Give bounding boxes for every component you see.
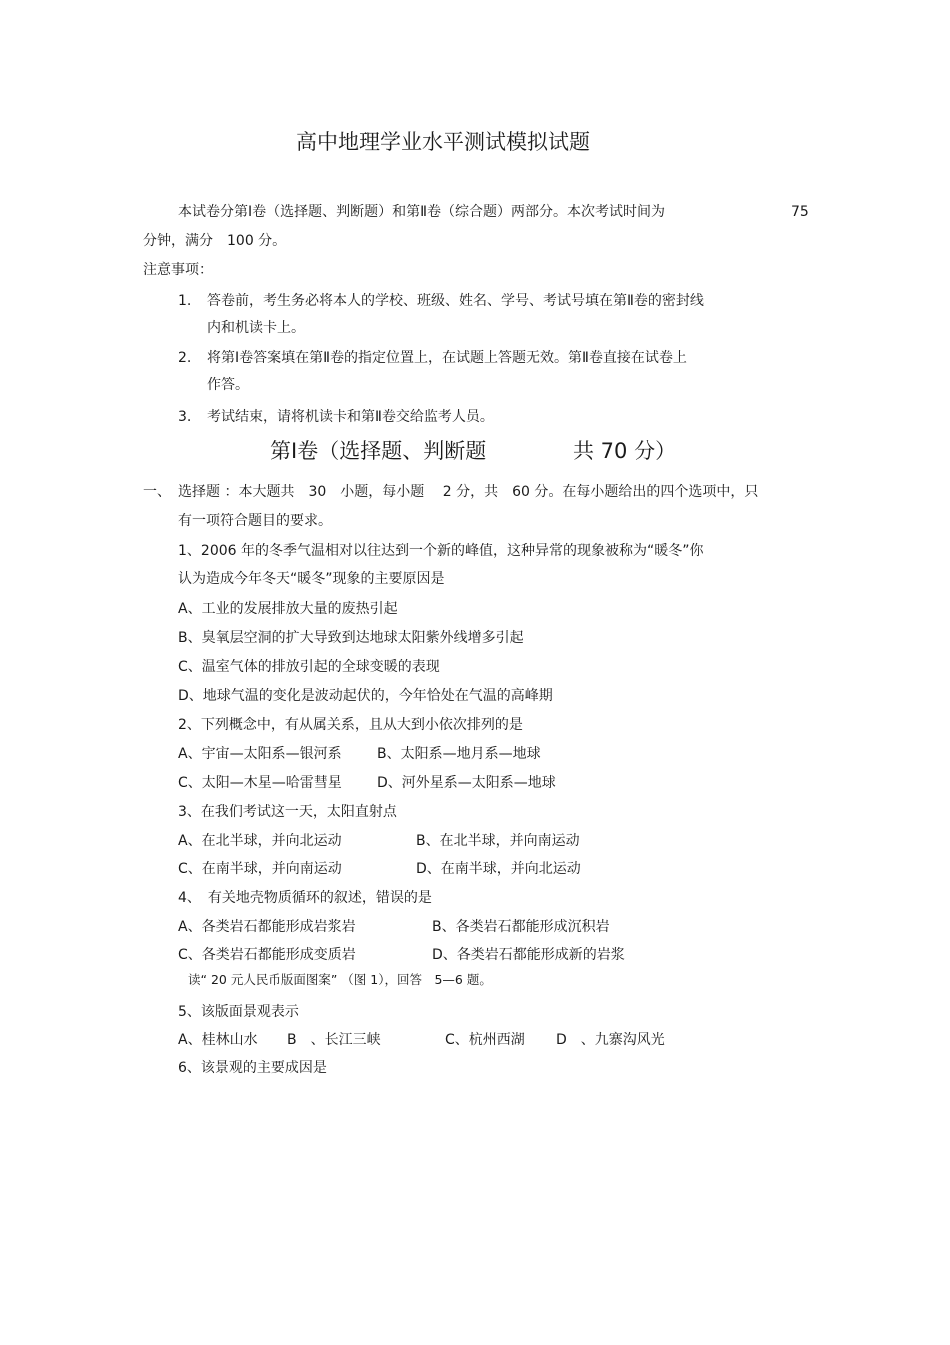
q2-option-a: A、宇宙—太阳系—银河系: [178, 746, 342, 762]
intro-line-2: 分钟，满分 100 分。: [143, 233, 287, 249]
part-1-line-2: 有一项符合题目的要求。: [178, 513, 332, 529]
q1-stem-line-1: 1、2006 年的冬季气温相对以往达到一个新的峰值，这种异常的现象被称为“暖冬”你: [178, 543, 704, 559]
q5-option-c: C、杭州西湖: [445, 1032, 525, 1048]
section-1-score: 共 70 分）: [573, 439, 677, 463]
part-1-line-1: 选择题 ：本大题共 30 小题，每小题 2 分，共 60 分。在每小题给出的四个选项中，只: [178, 484, 759, 500]
q1-option-c: C、温室气体的排放引起的全球变暖的表现: [178, 659, 440, 675]
q4-option-d: D、各类岩石都能形成新的岩浆: [432, 947, 625, 963]
note-2-line-1: 将第Ⅰ卷答案填在第Ⅱ卷的指定位置上，在试题上答题无效。第Ⅱ卷直接在试卷上: [207, 350, 687, 366]
part-1-number: 一、: [143, 484, 171, 500]
q1-option-a: A、工业的发展排放大量的废热引起: [178, 601, 398, 617]
note-2-number: 2.: [178, 350, 192, 366]
q2-option-b: B、太阳系—地月系—地球: [377, 746, 541, 762]
q2-option-c: C、太阳—木星—哈雷彗星: [178, 775, 342, 791]
q5-option-b: B 、长江三峡: [287, 1032, 381, 1048]
q5-option-d: D 、九寨沟风光: [556, 1032, 665, 1048]
note-3-line-1: 考试结束，请将机读卡和第Ⅱ卷交给监考人员。: [207, 409, 494, 425]
q4-stem: 4、 有关地壳物质循环的叙述，错误的是: [178, 890, 432, 906]
intro-line-1: 本试卷分第Ⅰ卷（选择题、判断题）和第Ⅱ卷（综合题）两部分。本次考试时间为: [178, 204, 666, 220]
q3-option-d: D、在南半球，并向北运动: [416, 861, 581, 877]
q2-option-d: D、河外星系—太阳系—地球: [377, 775, 556, 791]
note-1-line-1: 答卷前，考生务必将本人的学校、班级、姓名、学号、考试号填在第Ⅱ卷的密封线: [207, 293, 704, 309]
q3-option-c: C、在南半球，并向南运动: [178, 861, 342, 877]
page-title: 高中地理学业水平测试模拟试题: [296, 130, 590, 154]
q1-option-d: D、地球气温的变化是波动起伏的，今年恰处在气温的高峰期: [178, 688, 553, 704]
q1-option-b: B、臭氧层空洞的扩大导致到达地球太阳紫外线增多引起: [178, 630, 524, 646]
q5-option-a: A、桂林山水: [178, 1032, 258, 1048]
reading-instruction: 读“ 20 元人民币版面图案” （图 1），回答 5—6 题。: [188, 972, 492, 987]
q1-stem-line-2: 认为造成今年冬天“暖冬”现象的主要原因是: [178, 571, 445, 587]
notes-heading: 注意事项：: [143, 262, 213, 278]
q4-option-a: A、各类岩石都能形成岩浆岩: [178, 919, 356, 935]
note-3-number: 3.: [178, 409, 192, 425]
q3-stem: 3、在我们考试这一天，太阳直射点: [178, 804, 397, 820]
q5-stem: 5、该版面景观表示: [178, 1004, 299, 1020]
note-2-line-2: 作答。: [207, 377, 249, 393]
q3-option-a: A、在北半球，并向北运动: [178, 833, 342, 849]
q4-option-b: B、各类岩石都能形成沉积岩: [432, 919, 610, 935]
q3-option-b: B、在北半球，并向南运动: [416, 833, 580, 849]
intro-minutes: 75: [791, 204, 809, 220]
q4-option-c: C、各类岩石都能形成变质岩: [178, 947, 356, 963]
q2-stem: 2、下列概念中，有从属关系，且从大到小依次排列的是: [178, 717, 523, 733]
note-1-line-2: 内和机读卡上。: [207, 320, 305, 336]
note-1-number: 1.: [178, 293, 192, 309]
section-1-title: 第Ⅰ卷（选择题、判断题: [270, 439, 487, 463]
q6-stem: 6、该景观的主要成因是: [178, 1060, 327, 1076]
